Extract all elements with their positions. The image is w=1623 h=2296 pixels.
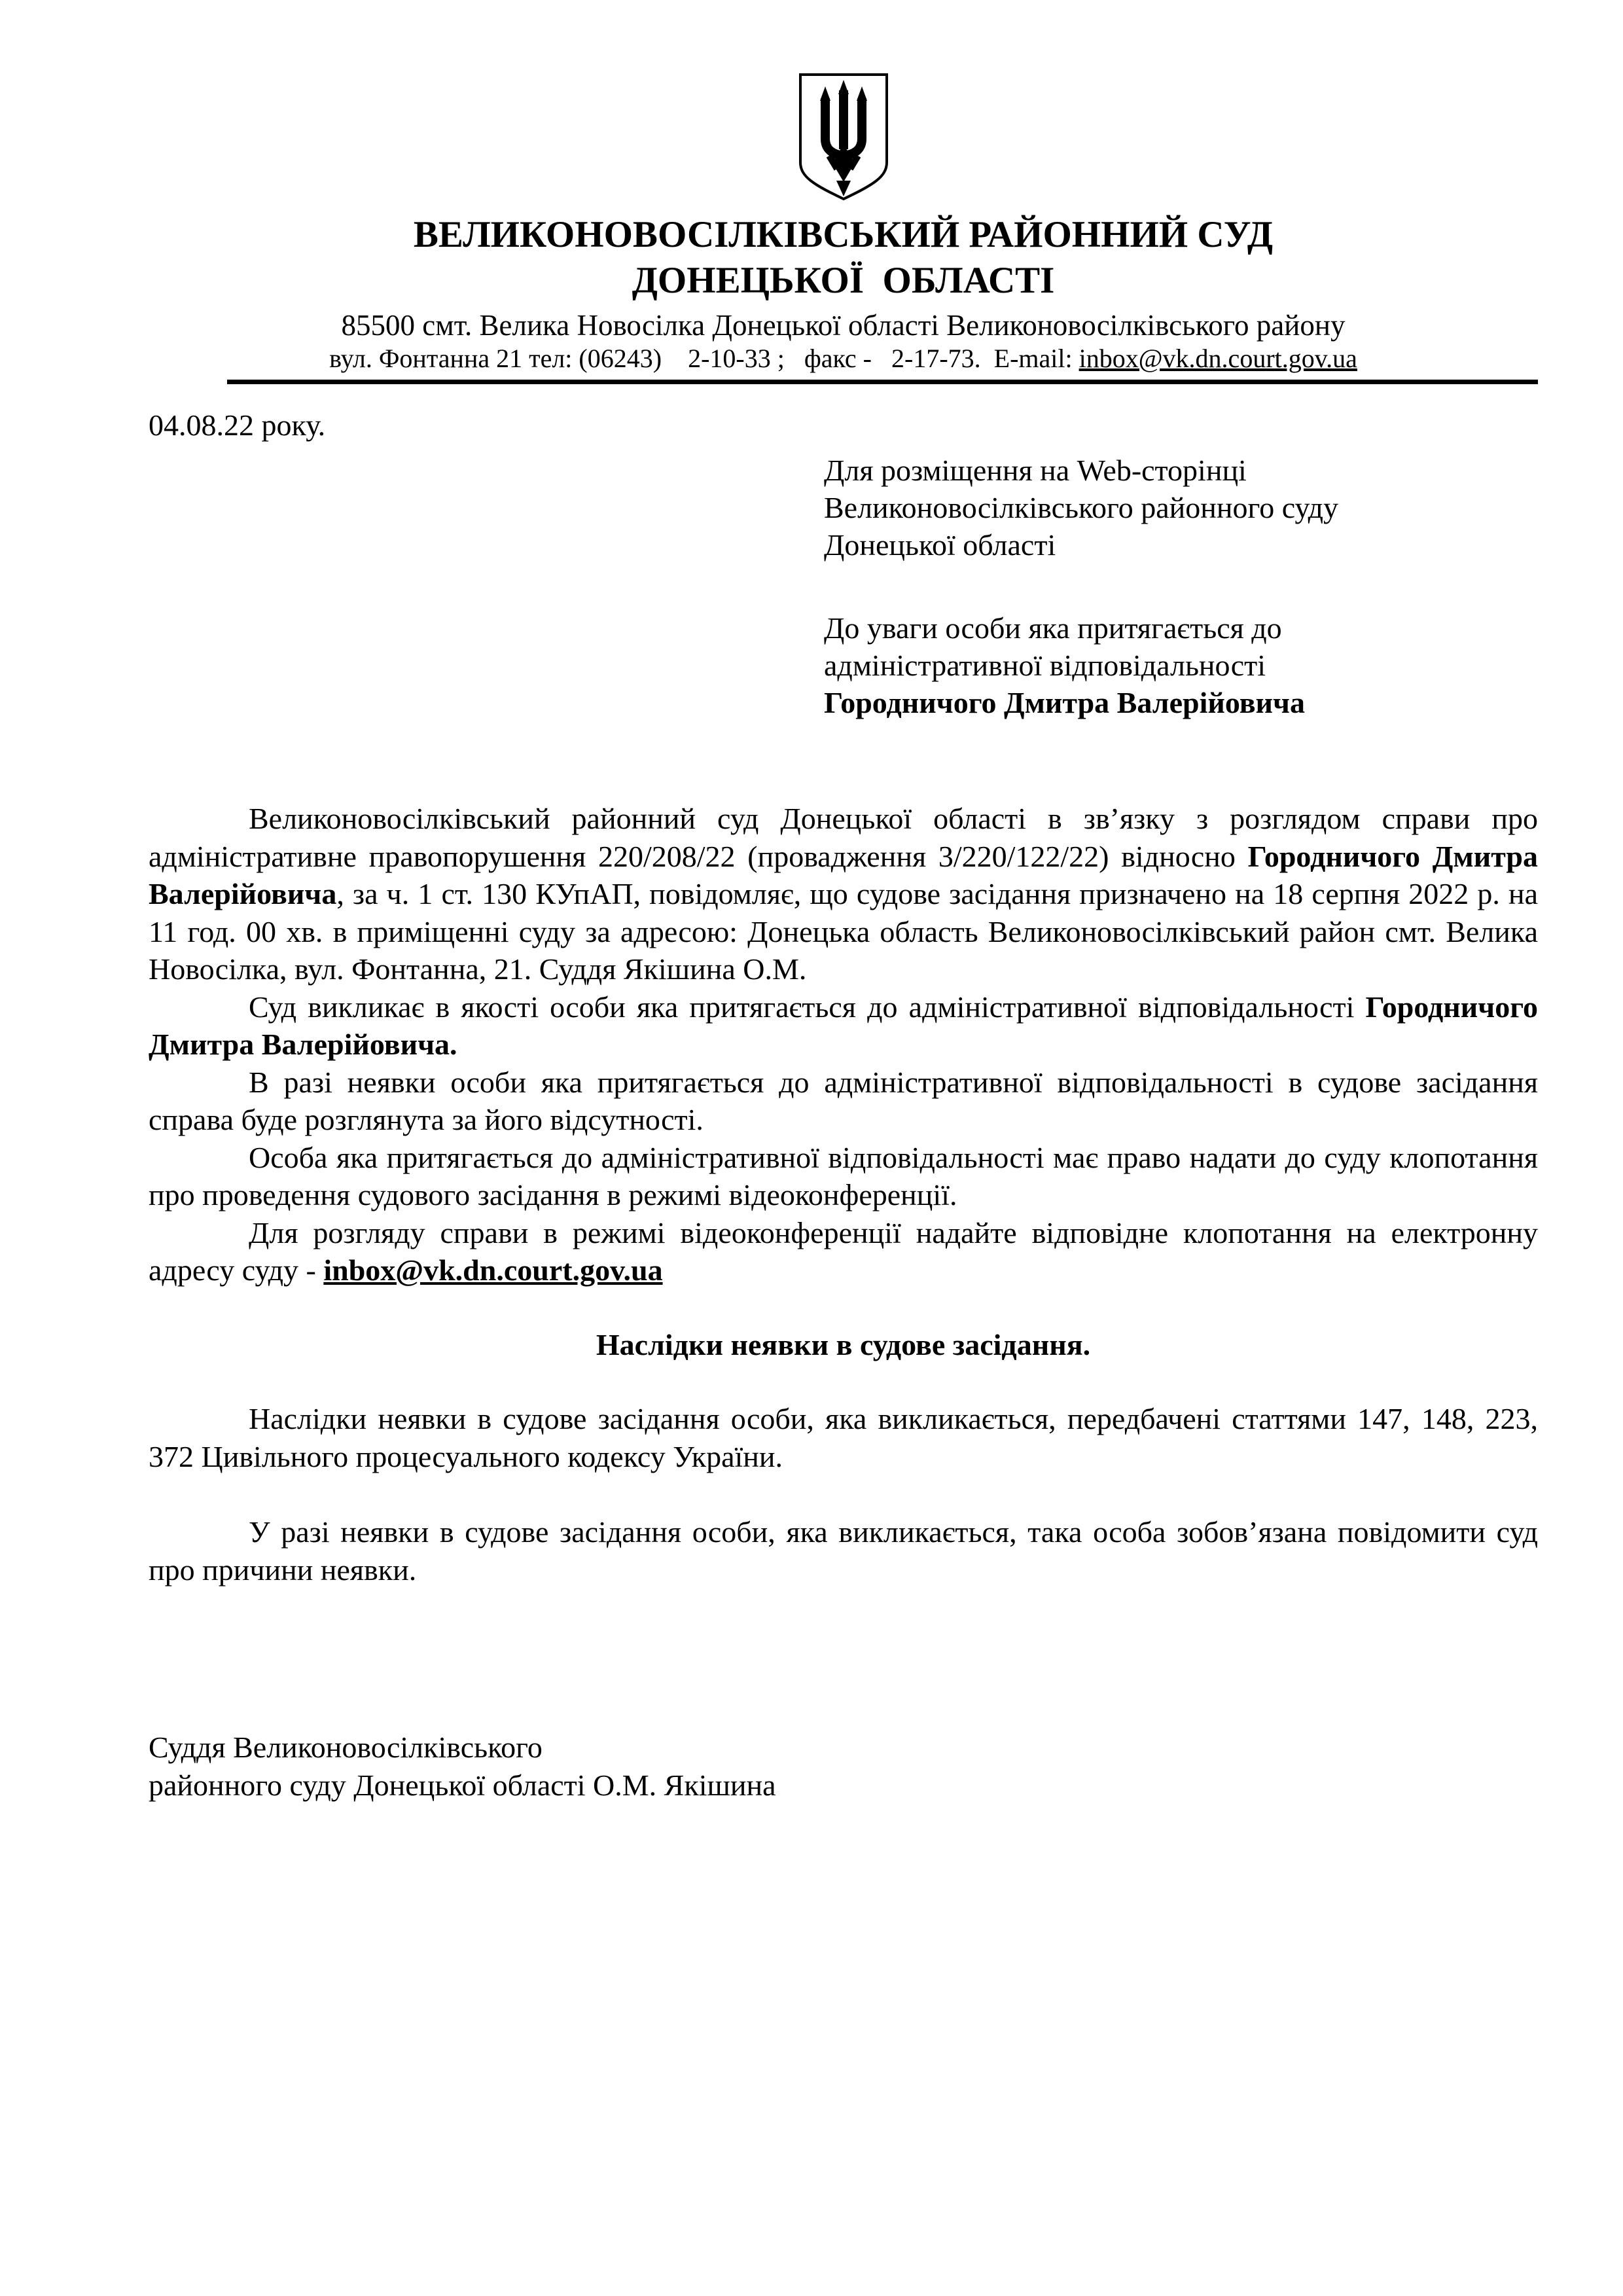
- signature-line2: районного суду Донецької області О.М. Якішина: [149, 1768, 776, 1802]
- case-info-defendant-name: Городничого Дмитра Валерійовича: [149, 839, 1538, 910]
- paragraph-case-info: [149, 800, 1538, 988]
- paragraph-videoconference-request: [149, 1214, 1538, 1289]
- paragraph-summons: [149, 988, 1538, 1064]
- body-email-link[interactable]: inbox@vk.dn.court.gov.ua: [323, 1253, 663, 1287]
- summons-defendant-name: Городничого Дмитра Валерійовича.: [149, 990, 1538, 1061]
- court-region-line: ДОНЕЦЬКОЇ ОБЛАСТІ: [632, 260, 1055, 301]
- letterhead-emblem-row: [149, 72, 1538, 202]
- attention-line1: До уваги особи яка притягається до: [824, 611, 1282, 645]
- letterhead-divider: [227, 380, 1538, 384]
- header-email-link[interactable]: inbox@vk.dn.court.gov.ua: [1079, 344, 1357, 373]
- court-name-line: ВЕЛИКОНОВОСІЛКІВСЬКИЙ РАЙОННИЙ СУД: [413, 214, 1274, 255]
- videoconference-request-text: Для розгляду справи в режимі відеоконференції надайте відповідне клопотання на електронну адресу суду -: [149, 1215, 1538, 1287]
- court-address-line: 85500 смт. Велика Новосілка Донецької області Великоновосілківського району: [341, 309, 1346, 342]
- letter-body: [149, 800, 1538, 1588]
- defendant-name: Городничого Дмитра Валерійовича: [824, 686, 1305, 719]
- signature-block: [149, 1729, 1538, 1804]
- attention-line2: адміністративної відповідальності: [824, 649, 1266, 682]
- paragraph-consequences-statutes: Наслідки неявки в судове засідання особи, яка викликається, передбачені статтями 147, 148, 223, 372 Цивільного процесуального кодексу України.: [149, 1402, 1538, 1473]
- case-info-text-post: , за ч. 1 ст. 130 КУпАП, повідомляє, що судове засідання призначено на 18 серпня 2022 р. на 11 год. 00 хв. в приміщенні суду за адресою: Донецька область Великоновосілківський район смт. Велика Новосілка, вул. Фонтанна, 21. Суддя Якішина О.М.: [149, 877, 1538, 986]
- web-posting-line2: Великоновосілківського районного суду: [824, 491, 1339, 524]
- paragraph-videoconference-right: Особа яка притягається до адміністративної відповідальності має право надати до суду клопотання про проведення судового засідання в режимі відеоконференції.: [149, 1140, 1538, 1211]
- ukraine-trident-emblem-icon: [796, 72, 891, 202]
- document-date: 04.08.22 року.: [149, 408, 326, 442]
- consequences-heading: Наслідки неявки в судове засідання.: [596, 1327, 1091, 1361]
- paragraph-absence-consequence: В разі неявки особи яка притягається до адміністративної відповідальності в судове засідання справа буде розглянута за його відсутності.: [149, 1065, 1538, 1136]
- signature-line1: Суддя Великоновосілківського: [149, 1731, 543, 1764]
- court-contacts-line: [149, 343, 1538, 374]
- summons-text: Суд викликає в якості особи яка притягається до адміністративної відповідальності: [249, 990, 1366, 1024]
- recipient-block: [824, 452, 1538, 721]
- paragraph-notify-obligation: У разі неявки в судове засідання особи, яка викликається, така особа зобов’язана повідомити суд про причини неявки.: [149, 1515, 1538, 1587]
- court-contacts-text: вул. Фонтанна 21 тел: (06243) 2-10-33 ; факс - 2-17-73. E-mail:: [329, 344, 1079, 373]
- web-posting-line3: Донецької області: [824, 528, 1056, 562]
- case-info-text-pre: Великоновосілківський районний суд Донецької області в зв’язку з розглядом справи про адміністративне правопорушення 220/208/22 (провадження 3/220/122/22) відносно: [149, 802, 1538, 873]
- court-title: [149, 212, 1538, 304]
- web-posting-line1: Для розміщення на Web-сторінці: [824, 454, 1247, 487]
